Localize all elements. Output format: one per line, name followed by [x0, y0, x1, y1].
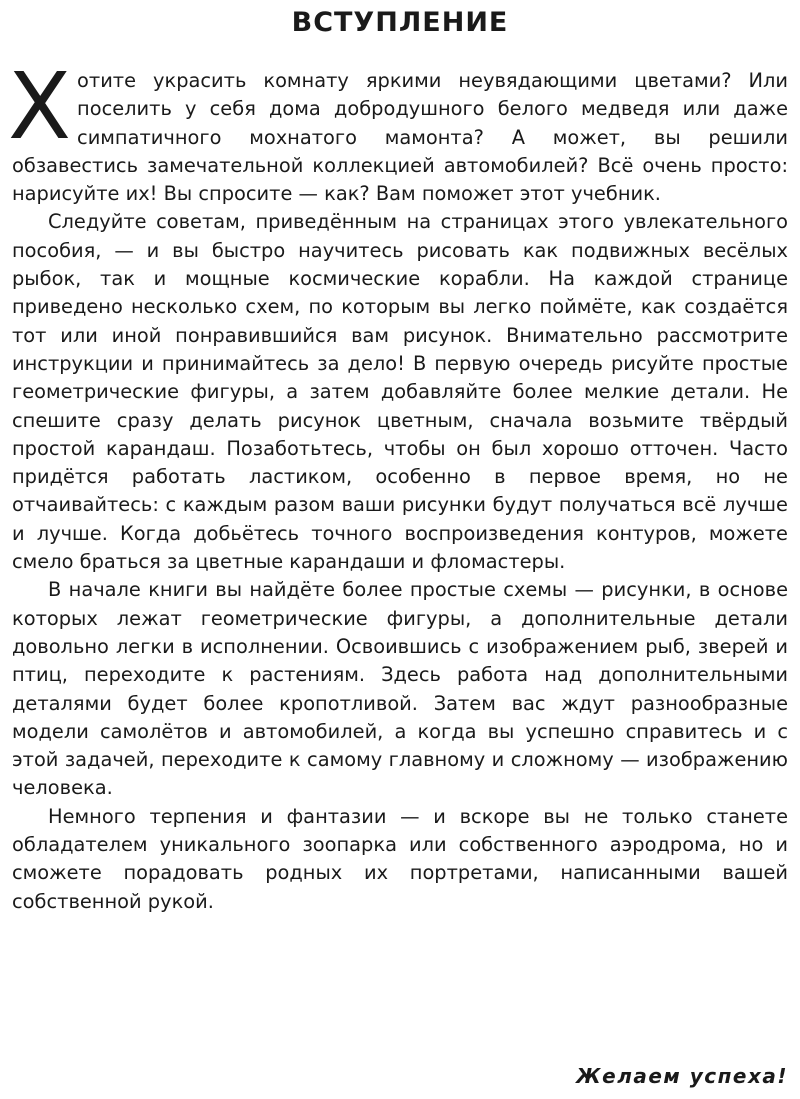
closing-wish: Желаем успеха! [576, 1064, 788, 1088]
paragraph-4: Немного терпения и фантазии — и вскоре вы не только станете обладателем уникального зоопарка или собственного аэродрома, но и сможете порадовать родных их портретами, написанными вашей собственной рукой. [12, 804, 788, 913]
paragraph-1 [8, 53, 788, 208]
paragraph-2: Следуйте советам, приведённым на страницах этого увлекательного пособия, — и вы быстро научитесь рисовать как подвижных весёлых рыбок, так и мощные космические корабли. На каждой странице приведено несколько схем, по которым вы легко поймёте, как создаётся тот или иной понравившийся вам рисунок. Внимательно рассмотрите инструкции и принимайтесь за дело! В первую очередь рисуйте простые геометрические фигуры, а затем добавляйте более мелкие детали. Не спешите сразу делать рисунок цветным, сначала возьмите твёрдый простой карандаш. Позаботьтесь, чтобы он был хорошо отточен. Часто придётся работать ластиком, особенно в первое время, но не отчаивайтесь: с каждым разом ваши рисунки будут получаться всё лучше и лучше. Когда добьётесь точного воспроизведения контуров, можете смело браться за цветные карандаши и фломастеры. [12, 210, 788, 574]
body-text [8, 53, 788, 916]
book-page [8, 0, 788, 1099]
paragraph-1-text: отите украсить комнату яркими неувядающими цветами? Или поселить у себя дома добродушного белого медведя или даже симпатичного мохнатого мамонта? А может, вы решили обзавестись замечательной коллекцией автомобилей? Всё очень просто: нарисуйте их! Вы спросите — как? Вам поможет этот учебник. [12, 69, 788, 206]
page-title: ВСТУПЛЕНИЕ [291, 7, 509, 38]
paragraph-3: В начале книги вы найдёте более простые схемы — рисунки, в основе которых лежат геометрические фигуры, а дополнительные детали довольно легки в исполнении. Освоившись с изображением рыб, зверей и птиц, переходите к растениям. Здесь работа над дополнительными деталями будет более кропотливой. Затем вас ждут разнообразные модели самолётов и автомобилей, а когда вы успешно справитесь и с этой задачей, переходите к самому главному и сложному — изображению человека. [12, 578, 788, 800]
drop-cap: Х [8, 53, 72, 160]
